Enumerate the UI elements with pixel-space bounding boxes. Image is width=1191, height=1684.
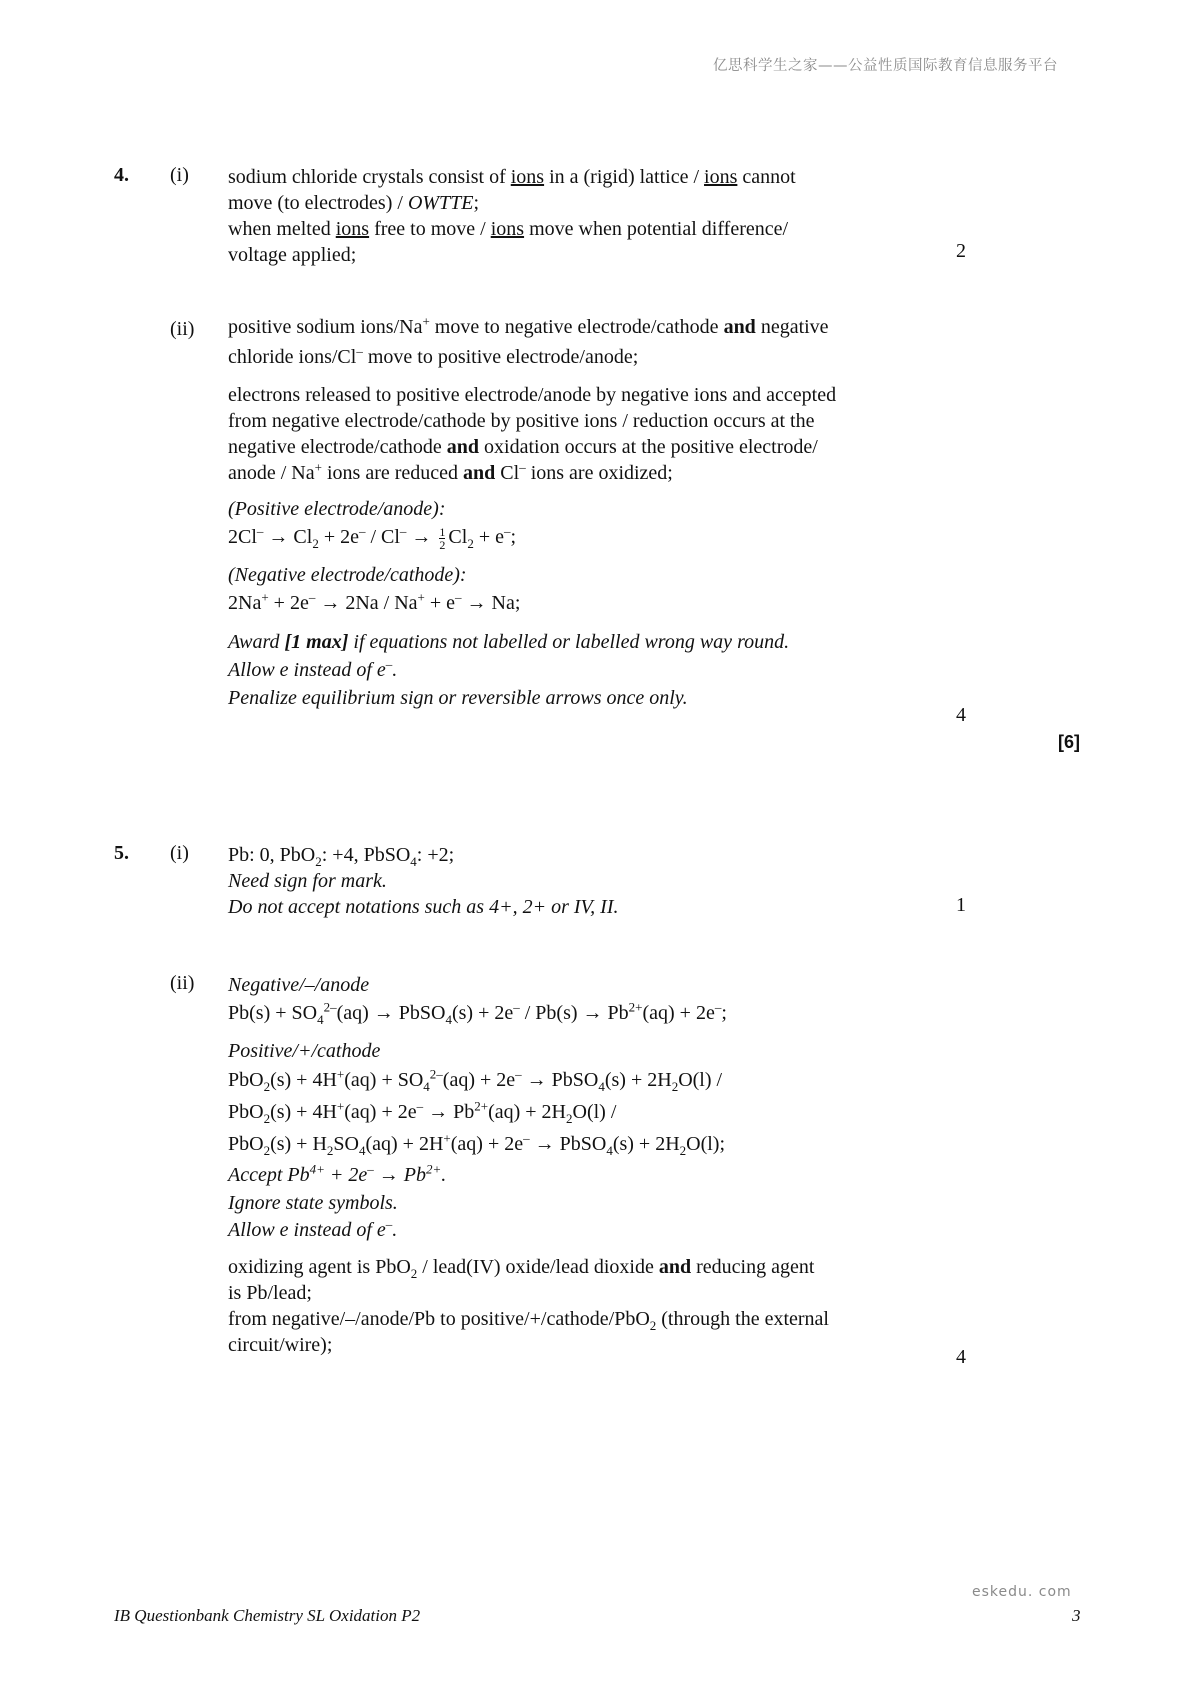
q4-i-marks: 2 [956, 240, 966, 262]
q4-i-line-2: move (to electrodes) / OWTTE; [228, 192, 480, 214]
q5-ii-positive-label: Positive/+/cathode [228, 1040, 381, 1062]
q4-ii-marking-notes: Award [1 max] if equations not labelled or labelled wrong way round. Allow e instead of e–. Penalize equilibrium sign or reversible arrows once only. [228, 631, 790, 709]
q4-part-i-label: (i) [170, 164, 189, 186]
q5-ii-negative-label: Negative/–/anode [228, 974, 370, 996]
q5-ii-electron-flow: from negative/–/anode/Pb to positive/+/cathode/PbO$_2$ (through the external circuit/wire); [228, 1308, 829, 1356]
q5-ii-ignore-note: Ignore state symbols. [228, 1192, 398, 1214]
q4-ii-anode-label: (Positive electrode/anode): [228, 498, 446, 520]
q5-ii-marks: 4 [956, 1346, 966, 1368]
site-watermark: eskedu. com [972, 1584, 1072, 1600]
q5-i-marks: 1 [956, 894, 966, 916]
question-number-5: 5. [114, 842, 129, 864]
footer-document-title: IB Questionbank Chemistry SL Oxidation P2 [114, 1606, 421, 1625]
q5-ii-anode-equation: $Pb(s) + SO_4^{2-}(aq)$ → PbSO$_4$(s) + $2e^- / Pb(s) \to Pb^{2+}(aq) + 2e^-$; [228, 999, 727, 1027]
q5-ii-cathode-equations: $PbO_2(s) + 4H^+(aq) + SO_4^{2-}(aq) + 2e^-$ → PbSO$_4$(s) + $2H_2O(l)$ / $PbO_2(s) + 4H^+(aq) + 2e^- \to Pb^{2+}(aq) + 2H_2O(l)$ / $PbO_2(s) + H_2SO_4(aq) + 2H^+(aq) + 2e^-$ → PbSO$_4$(s) + $2H_2O(l)$; [228, 1066, 726, 1158]
q5-ii-accept-note: Accept $Pb^{4+} + 2e^- \to Pb^{2+}$. [228, 1161, 447, 1186]
q4-i-line-1: sodium chloride crystals consist of ions in a (rigid) lattice / ions cannot [228, 166, 796, 188]
q4-part-ii-answer [228, 312, 928, 712]
question-number-4: 4. [114, 164, 129, 186]
q5-i-note-2: Do not accept notations such as 4+, 2+ or IV, II. [228, 896, 619, 918]
q5-ii-agents: oxidizing agent is PbO$_2$ / lead(IV) oxide/lead dioxide and reducing agent is Pb/lead; [228, 1256, 815, 1304]
footer-page-number: 3 [1072, 1606, 1081, 1625]
q5-part-i-label: (i) [170, 842, 189, 864]
q4-i-line-3: when melted ions free to move / ions move when potential difference/ [228, 218, 789, 240]
q4-total-marks: [6] [1058, 732, 1080, 752]
q4-ii-ions-movement: positive sodium ions/Na+ move to negative electrode/cathode and negative chloride ions/Cl– move to positive electrode/anode; [228, 313, 829, 368]
q5-i-note-1: Need sign for mark. [228, 870, 387, 892]
q5-part-ii-answer [228, 972, 928, 1358]
q4-ii-cathode-equation: 2Na+ + 2e– → 2Na / Na+ + e– → Na; [228, 589, 521, 614]
q5-part-i-answer [228, 842, 928, 920]
q5-part-ii-label: (ii) [170, 972, 195, 994]
q4-part-ii-label: (ii) [170, 318, 195, 340]
q4-part-i-answer [228, 164, 928, 268]
one-half-fraction: $\frac{1}{2}$ [439, 524, 446, 552]
q5-i-oxidation-states: Pb: 0, PbO$_2$: +4, PbSO$_4$: +2; [228, 844, 455, 869]
q4-ii-marks: 4 [956, 704, 966, 726]
q4-ii-anode-equation: $2Cl^- \to Cl_2 + 2e^- / Cl^-$ → $\frac{1}{2}$ $Cl_2 + e^-$; [228, 523, 517, 552]
q4-ii-electron-transfer: electrons released to positive electrode/anode by negative ions and accepted from negative electrode/cathode by positive ions / reduction occurs at the negative electrode/cathode and oxidation occurs at the positive electrode/ anode / Na+ ions are reduced and Cl– ions are oxidized; [228, 384, 837, 484]
q5-ii-allow-note: Allow e instead of e–. [228, 1216, 398, 1241]
q4-ii-cathode-label: (Negative electrode/cathode): [228, 564, 467, 586]
site-header-text: 亿思科学生之家——公益性质国际教育信息服务平台 [713, 58, 1058, 74]
q4-i-line-4: voltage applied; [228, 244, 357, 266]
